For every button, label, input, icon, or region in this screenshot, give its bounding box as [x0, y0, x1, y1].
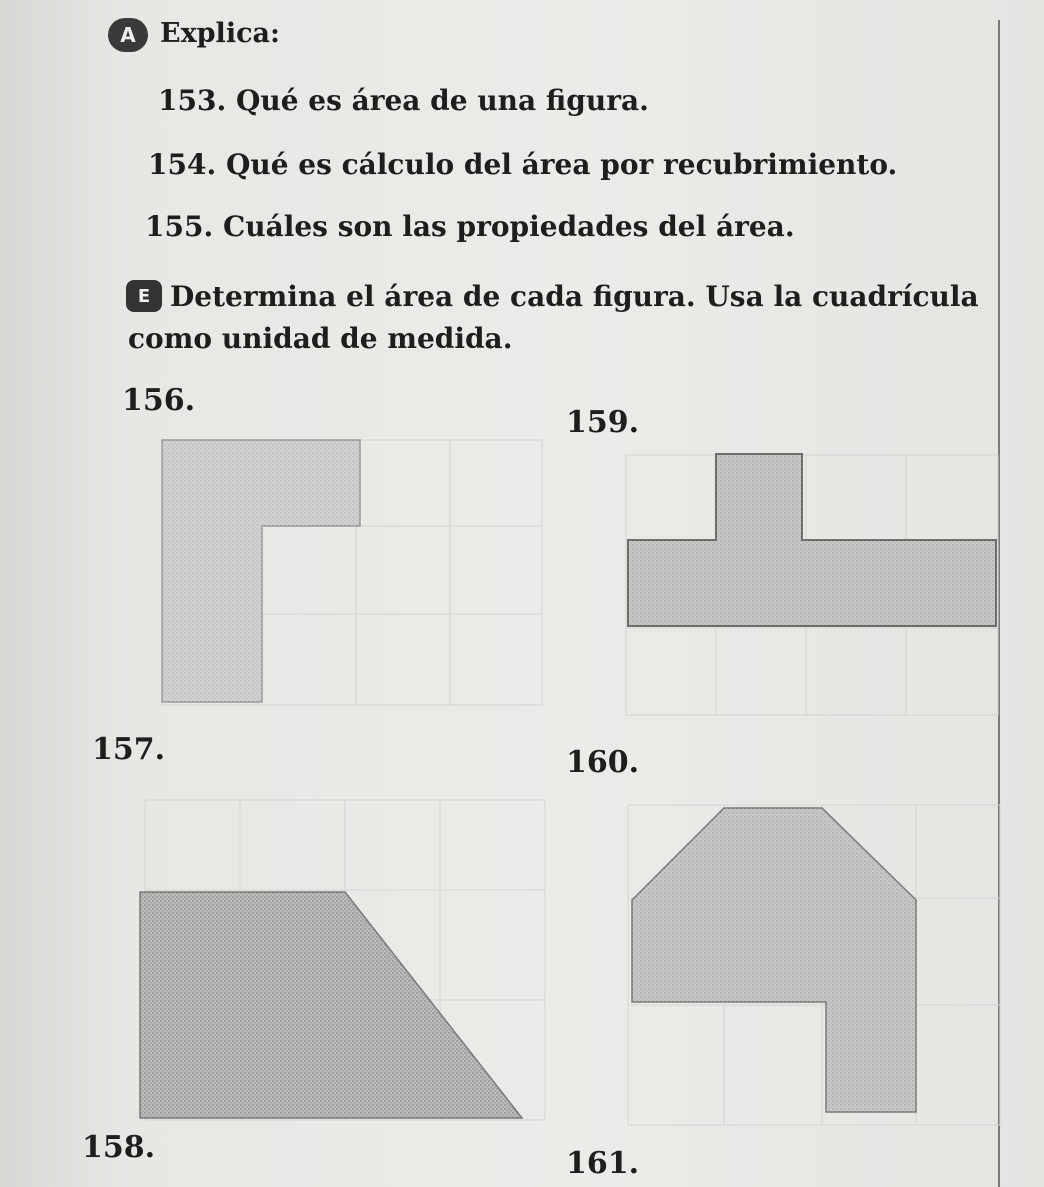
- shape-157: [140, 892, 522, 1118]
- section-heading: Explica:: [160, 18, 280, 49]
- figure-number-158: 158.: [82, 1130, 156, 1165]
- figure-number-156: 156.: [122, 383, 196, 418]
- figure-number-157: 157.: [92, 732, 166, 767]
- question-154: 154. Qué es cálculo del área por recubrimiento.: [148, 148, 898, 181]
- question-153: 153. Qué es área de una figura.: [158, 84, 649, 117]
- figure-number-159: 159.: [566, 405, 640, 440]
- figure-number-161: 161.: [566, 1146, 640, 1181]
- shape-160: [632, 808, 916, 1112]
- instruction-line-2: como unidad de medida.: [128, 322, 513, 355]
- shape-156: [162, 440, 360, 702]
- instruction-line-1: Determina el área de cada figura. Usa la cuadrícula: [170, 280, 979, 313]
- question-155: 155. Cuáles son las propiedades del área.: [145, 210, 795, 243]
- activity-badge-icon: A: [108, 18, 148, 52]
- figure-number-160: 160.: [566, 745, 640, 780]
- exercise-badge-icon: E: [126, 280, 162, 312]
- shape-159: [628, 454, 996, 626]
